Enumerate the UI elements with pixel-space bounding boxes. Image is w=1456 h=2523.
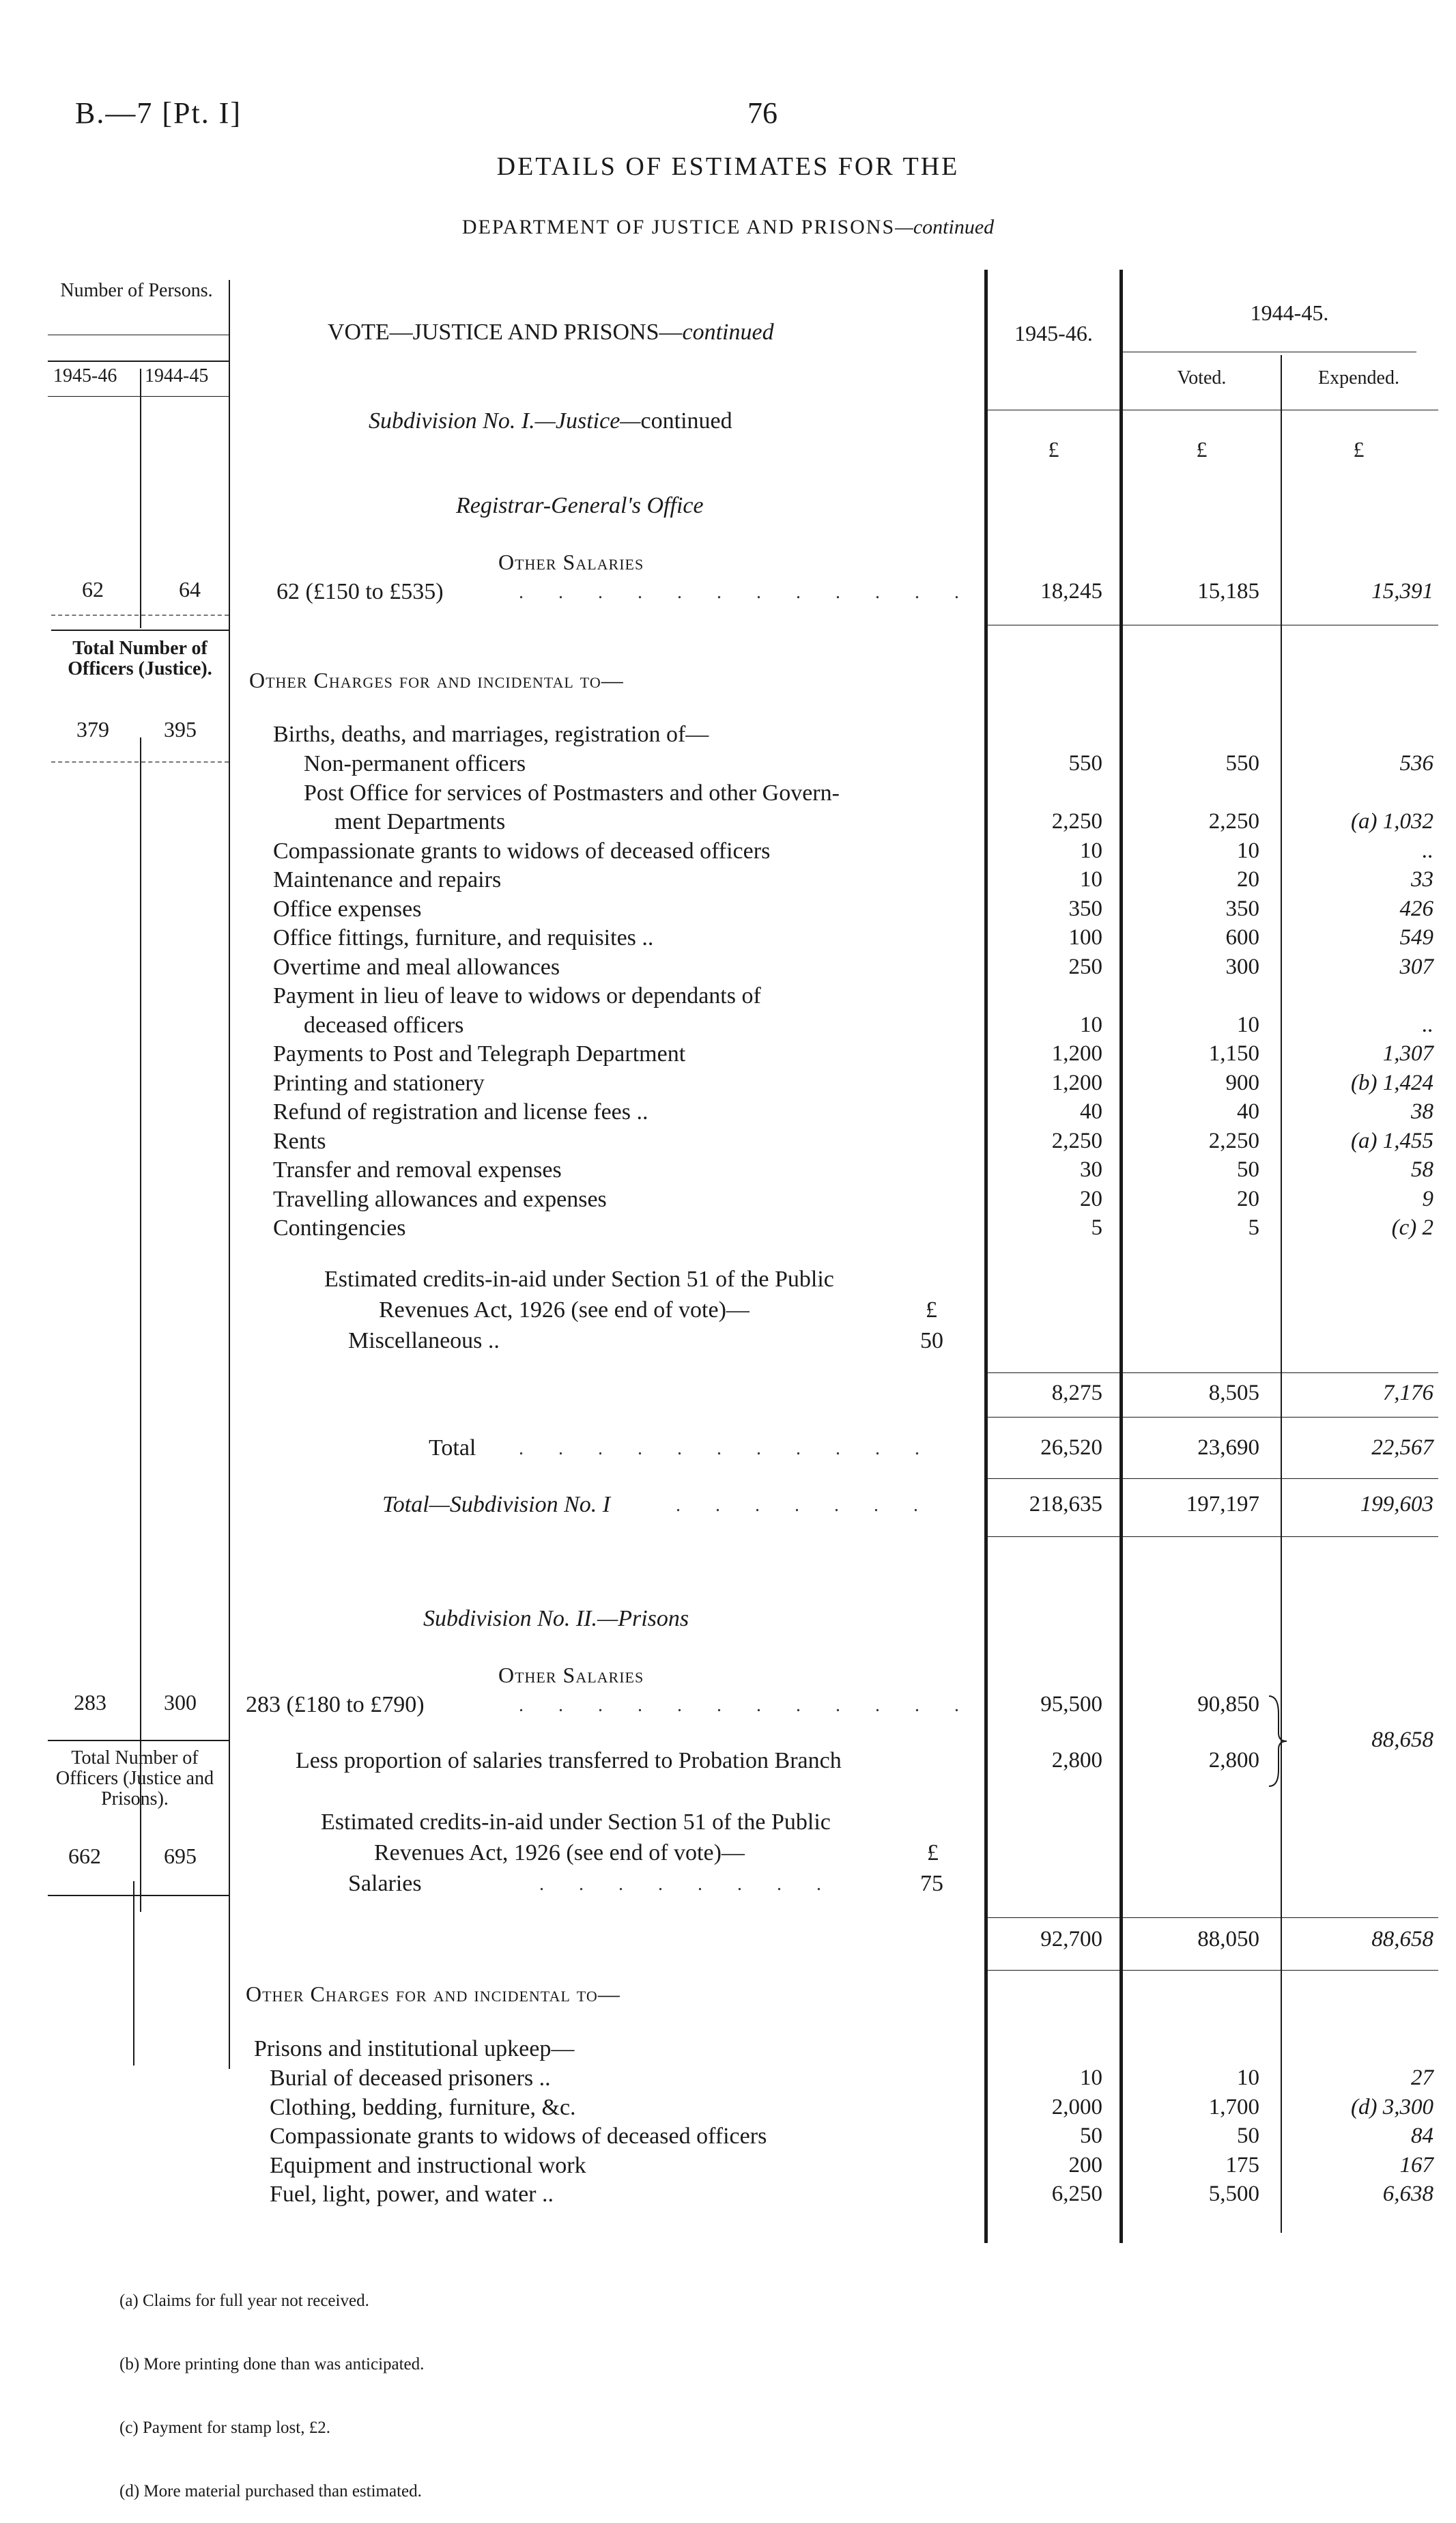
line-item-v3: 426 <box>1399 896 1433 921</box>
line-item-label: Payments to Post and Telegraph Department <box>273 1041 686 1067</box>
line-item-v3: (c) 2 <box>1391 1215 1433 1240</box>
line-item-v2: 50 <box>1237 1157 1259 1182</box>
line-item-v1: 550 <box>1068 751 1102 776</box>
total-jp-1945: 662 <box>68 1844 101 1868</box>
line-item-v1: 10 <box>1080 2066 1102 2090</box>
rule <box>48 396 229 397</box>
sub2-salaries-voted: 90,850 <box>1197 1692 1259 1717</box>
sub1-heading: Subdivision No. I.—Justice—continued <box>369 408 732 434</box>
line-item-v2: 550 <box>1225 751 1259 776</box>
line-item-v2: 10 <box>1237 1012 1259 1037</box>
sub1-total-expended: 22,567 <box>1371 1435 1433 1460</box>
line-item-v3: (a) 1,455 <box>1351 1128 1433 1153</box>
line-item-label: Overtime and meal allowances <box>273 954 560 980</box>
rule <box>51 630 229 631</box>
rule <box>988 1417 1438 1418</box>
sub2-credits-line1: Estimated credits-in-aid under Section 51 of the Public <box>321 1809 831 1835</box>
rule <box>48 361 229 362</box>
line-item-label: Transfer and removal expenses <box>273 1157 562 1183</box>
leader-dots: . . . . . . . . . . . . <box>519 582 974 603</box>
col-header-1945: 1945-46. <box>1014 321 1093 346</box>
line-item-v2: 350 <box>1225 896 1259 921</box>
line-item-label: Contingencies <box>273 1215 406 1241</box>
line-item-label: Equipment and instructional work <box>270 2152 586 2178</box>
sub2-less-voted: 2,800 <box>1208 1748 1259 1773</box>
rule <box>988 1478 1438 1479</box>
line-item-v1: 1,200 <box>1051 1070 1102 1095</box>
sub2-upkeep-heading: Prisons and institutional upkeep— <box>254 2036 575 2061</box>
pound-expended: £ <box>1353 437 1365 462</box>
footnotes <box>119 2248 424 2523</box>
sub2-credits-value: 75 <box>920 1871 943 1896</box>
footnote-c: (c) Payment for stamp lost, £2. <box>119 2419 330 2437</box>
sub1-grand-voted: 197,197 <box>1186 1492 1259 1517</box>
page-subtitle: DEPARTMENT OF JUSTICE AND PRISONS—continued <box>461 216 995 238</box>
rule <box>988 1917 1438 1918</box>
line-item-label: Office expenses <box>273 896 422 922</box>
sub2-other-charges: Other Charges for and incidental to— <box>246 1982 620 2006</box>
line-item-v2: 1,700 <box>1208 2094 1259 2119</box>
line-item-v1: 350 <box>1068 896 1102 921</box>
sub2-credits-item: Salaries <box>348 1871 422 1896</box>
line-item-v3: 33 <box>1411 867 1433 892</box>
line-item-v1: 50 <box>1080 2124 1102 2148</box>
sub1-salaries-expended: 15,391 <box>1371 579 1433 604</box>
line-item-label: Compassionate grants to widows of deceased officers <box>273 838 771 864</box>
line-item-label: Maintenance and repairs <box>273 867 502 892</box>
sub1-total-voted: 23,690 <box>1197 1435 1259 1460</box>
sub1-subtotal-expended: 7,176 <box>1382 1381 1433 1405</box>
rule <box>51 761 229 763</box>
line-item-label: Printing and stationery <box>273 1070 485 1096</box>
line-item-v3: .. <box>1422 1012 1433 1037</box>
line-item-v2: 300 <box>1225 954 1259 979</box>
rule <box>988 1970 1438 1971</box>
sub2-salaries-line: 283 (£180 to £790) <box>246 1692 425 1717</box>
line-item-label: Compassionate grants to widows of deceased officers <box>270 2124 767 2149</box>
line-item-v1: 2,250 <box>1051 1128 1102 1153</box>
line-item-v2: 2,250 <box>1208 1128 1259 1153</box>
sub1-credits-line1: Estimated credits-in-aid under Section 51 of the Public <box>324 1267 834 1292</box>
sub2-net-voted: 88,050 <box>1197 1927 1259 1951</box>
line-item-v3: 58 <box>1411 1157 1433 1182</box>
line-item-v2: 10 <box>1237 838 1259 863</box>
sub2-salaries-1945: 95,500 <box>1040 1692 1102 1717</box>
line-item-v2: 600 <box>1225 925 1259 950</box>
leader-dots: . . . . . . . . <box>539 1874 836 1895</box>
line-item-v3: 27 <box>1411 2066 1433 2090</box>
sub2-less-1945: 2,800 <box>1051 1748 1102 1773</box>
line-item-v1: 5 <box>1091 1215 1102 1240</box>
line-item-v3: (b) 1,424 <box>1351 1070 1433 1095</box>
sub2-other-salaries: Other Salaries <box>498 1663 644 1687</box>
line-item-v3: 1,307 <box>1382 1041 1433 1066</box>
sub2-credits-line2: Revenues Act, 1926 (see end of vote)— <box>374 1840 745 1865</box>
line-item-label: Office fittings, furniture, and requisites .. <box>273 925 654 950</box>
sub1-office: Registrar-General's Office <box>456 493 704 518</box>
line-item-v3: (a) 1,032 <box>1351 809 1433 834</box>
line-item-label: Clothing, bedding, furniture, &c. <box>270 2094 576 2120</box>
sub1-credits-line2: Revenues Act, 1926 (see end of vote)— <box>379 1297 750 1323</box>
line-item-v2: 175 <box>1225 2152 1259 2177</box>
sub1-salaries-line: 62 (£150 to £535) <box>276 579 444 604</box>
sub1-credits-pound: £ <box>926 1297 937 1323</box>
line-item-v3: .. <box>1422 838 1433 863</box>
line-item-v2: 10 <box>1237 2066 1259 2090</box>
sub1-grand-label: Total—Subdivision No. I <box>382 1492 611 1517</box>
rule <box>988 1372 1438 1373</box>
line-item-label: Burial of deceased prisoners .. <box>270 2066 551 2091</box>
line-item-label: ment Departments <box>334 809 506 834</box>
footnote-a: (a) Claims for full year not received. <box>119 2292 369 2310</box>
sub1-grand-expended: 199,603 <box>1360 1492 1433 1517</box>
sub1-salaries-voted: 15,185 <box>1197 579 1259 604</box>
number-of-persons-header: Number of Persons. <box>60 280 213 301</box>
line-item-v3: 307 <box>1399 954 1433 979</box>
left-col-right-border <box>229 280 230 2069</box>
line-item-label: Fuel, light, power, and water .. <box>270 2182 554 2207</box>
salaries-count-1944: 64 <box>179 577 201 602</box>
total-justice-1945: 379 <box>76 717 109 742</box>
sub1-subtotal-1945: 8,275 <box>1051 1381 1102 1405</box>
page-ref: B.—7 [Pt. I] <box>75 96 242 130</box>
sub1-total-label: Total <box>429 1435 476 1461</box>
line-item-v2: 50 <box>1237 2124 1259 2148</box>
line-item-label: deceased officers <box>304 1012 464 1038</box>
pound-voted: £ <box>1196 437 1208 462</box>
footnote-d: (d) More material purchased than estimated. <box>119 2482 422 2500</box>
line-item-v3: (d) 3,300 <box>1351 2094 1433 2119</box>
line-item-v1: 200 <box>1068 2152 1102 2177</box>
brace-icon <box>1266 1693 1294 1789</box>
left-year-1945: 1945-46 <box>53 365 117 386</box>
leader-dots: . . . . . . . . . . . . <box>519 1695 974 1716</box>
leader-dots: . . . . . . . . . . . <box>519 1438 934 1459</box>
line-item-v1: 10 <box>1080 1012 1102 1037</box>
line-item-v3: 84 <box>1411 2124 1433 2148</box>
sub2-bracket-expended: 88,658 <box>1371 1728 1433 1752</box>
sub1-other-charges: Other Charges for and incidental to— <box>249 668 624 692</box>
sub1-credits-item: Miscellaneous .. <box>348 1328 500 1353</box>
line-item-v2: 5 <box>1248 1215 1259 1240</box>
sub1-credits-value: 50 <box>920 1328 943 1353</box>
prisons-count-1945: 283 <box>74 1690 106 1715</box>
sub1-other-salaries: Other Salaries <box>498 550 644 574</box>
left-col-divider-1 <box>140 369 141 628</box>
line-item-label: Refund of registration and license fees .. <box>273 1099 648 1125</box>
line-item-v1: 10 <box>1080 838 1102 863</box>
line-item-v3: 9 <box>1422 1186 1433 1211</box>
line-item-v1: 20 <box>1080 1186 1102 1211</box>
footnote-b: (b) More printing done than was anticipated. <box>119 2355 425 2373</box>
sub1-total-1945: 26,520 <box>1040 1435 1102 1460</box>
total-officers-justice-label: Total Number of Officers (Justice). <box>68 638 212 679</box>
line-item-v3: 549 <box>1399 925 1433 950</box>
line-item-v1: 250 <box>1068 954 1102 979</box>
line-item-v2: 5,500 <box>1208 2182 1259 2206</box>
line-item-v3: 6,638 <box>1382 2182 1433 2206</box>
sub2-less-line: Less proportion of salaries transferred to Probation Branch <box>296 1748 842 1773</box>
line-item-v1: 2,000 <box>1051 2094 1102 2119</box>
sub2-net-expended: 88,658 <box>1371 1927 1433 1951</box>
line-item-label: Payment in lieu of leave to widows or dependants of <box>273 983 761 1009</box>
total-jp-1944: 695 <box>164 1844 197 1868</box>
line-item-v3: 167 <box>1399 2152 1433 2177</box>
total-officers-jp-label: Total Number of Officers (Justice and Prisons). <box>55 1747 214 1809</box>
left-col-divider-4 <box>133 1881 134 2066</box>
sub1-bdm-heading: Births, deaths, and marriages, registration of— <box>273 722 709 747</box>
line-item-v1: 40 <box>1080 1099 1102 1124</box>
line-item-v1: 2,250 <box>1051 809 1102 834</box>
line-item-v2: 20 <box>1237 867 1259 892</box>
line-item-v3: 536 <box>1399 751 1433 776</box>
line-item-label: Non-permanent officers <box>304 751 526 776</box>
rule <box>988 1536 1438 1537</box>
prisons-count-1944: 300 <box>164 1690 197 1715</box>
line-item-label: Post Office for services of Postmasters and other Govern- <box>304 780 840 806</box>
rule <box>51 615 229 616</box>
col-header-1944-group: 1944-45. <box>1250 300 1329 325</box>
page-number: 76 <box>747 96 777 130</box>
sub1-salaries-1945: 18,245 <box>1040 579 1102 604</box>
sub1-grand-1945: 218,635 <box>1029 1492 1102 1517</box>
pound-1945: £ <box>1048 437 1059 462</box>
salaries-count-1945: 62 <box>82 577 104 602</box>
line-item-v2: 1,150 <box>1208 1041 1259 1066</box>
col-header-voted: Voted. <box>1177 367 1227 389</box>
sub1-subtotal-voted: 8,505 <box>1208 1381 1259 1405</box>
line-item-v3: 38 <box>1411 1099 1433 1124</box>
line-item-v1: 6,250 <box>1051 2182 1102 2206</box>
sub2-net-1945: 92,700 <box>1040 1927 1102 1951</box>
sub2-heading: Subdivision No. II.—Prisons <box>423 1606 689 1631</box>
line-item-v2: 40 <box>1237 1099 1259 1124</box>
col-header-expended: Expended. <box>1318 367 1399 389</box>
line-item-v2: 20 <box>1237 1186 1259 1211</box>
line-item-v2: 2,250 <box>1208 809 1259 834</box>
line-item-v1: 100 <box>1068 925 1102 950</box>
rule <box>48 1740 229 1741</box>
sub2-credits-pound: £ <box>927 1840 939 1865</box>
line-item-v2: 900 <box>1225 1070 1259 1095</box>
leader-dots: . . . . . . . <box>676 1495 933 1516</box>
line-item-v1: 1,200 <box>1051 1041 1102 1066</box>
total-justice-1944: 395 <box>164 717 197 742</box>
vote-title: VOTE—JUSTICE AND PRISONS—continued <box>328 320 774 345</box>
rule <box>48 1895 229 1896</box>
line-item-v1: 10 <box>1080 867 1102 892</box>
line-item-label: Travelling allowances and expenses <box>273 1186 607 1212</box>
line-item-v1: 30 <box>1080 1157 1102 1182</box>
page-title: DETAILS OF ESTIMATES FOR THE <box>496 152 960 181</box>
left-year-1944: 1944-45 <box>145 365 209 386</box>
line-item-label: Rents <box>273 1128 326 1154</box>
